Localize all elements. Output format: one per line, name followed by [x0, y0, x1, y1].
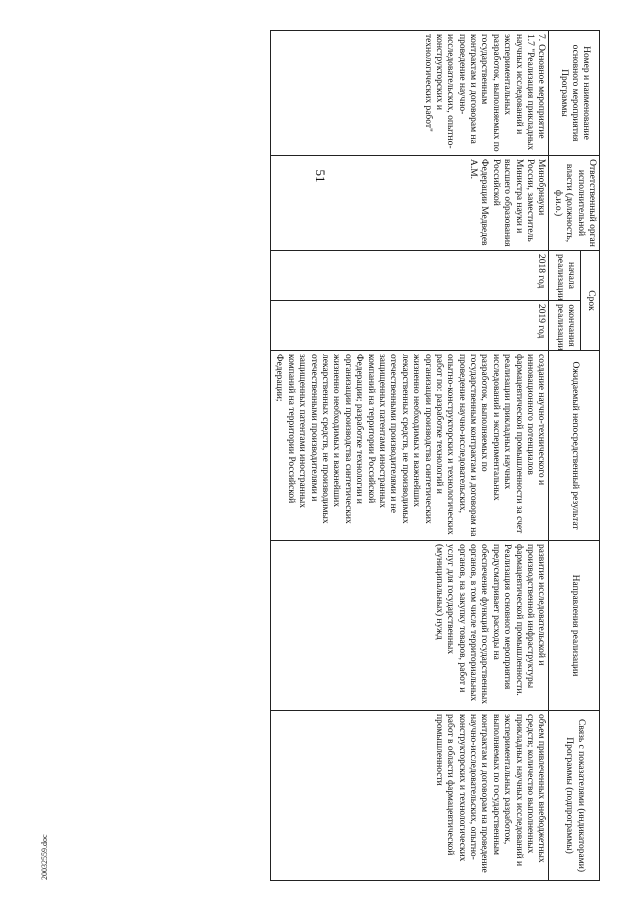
header-link: Связь с показателями (индикаторами) Программы (подпрограммы) — [549, 711, 600, 881]
page-number: 51 — [313, 169, 328, 183]
header-term-start: начала реализации — [549, 251, 581, 301]
table-row — [271, 31, 549, 881]
cell-term-start: 2018 год — [271, 251, 549, 301]
header-term-end: окончания реализации — [549, 301, 581, 351]
row-number: 7. — [536, 34, 547, 42]
header-directions: Направления реализации — [549, 541, 600, 711]
table-header-row — [581, 31, 600, 881]
program-measures-table — [270, 30, 600, 881]
cell-number-name — [271, 31, 549, 156]
rotated-page-content — [40, 30, 600, 880]
measure-name: Основное мероприятие 1.7 "Реализация прикладных научных исследований и экспериментальных разработок, выполняемых по государственным контрактам и договорам на проведение научно-исследовательских, опытно-конструкторских и технологических работ" — [422, 34, 547, 152]
header-responsible: Ответственный орган исполнительной власти (должность, ф.и.о.) — [549, 156, 600, 251]
cell-responsible: Минобрнауки России, заместитель Министра науки и высшего образования Российской Федерации Медведев А.М. — [271, 156, 549, 251]
cell-result: создание научно-технического и инновационного потенциалов фармацевтической промышленности за счет реализации прикладных научных исследований и экспериментальных разработок, выполняемых по государственным контрактам и договорам на проведение научно-исследовательских, опытно-конструкторских и технологических работ по: разработке технологий и организации производства синтетических жизненно необходимых и важнейших лекарственных средств, не производимых отечественными производителями и не защищенных патентами иностранных компаний на территории Российской Федерации; разработке технологии и организации производства синтетических жизненно необходимых и важнейших лекарственных средств, не производимых отечественными производителями и защищенных патентами иностранных компаний на территории Российской Федерации; — [271, 351, 549, 541]
header-number-name: Номер и наименование основного мероприятия Программы — [549, 31, 600, 156]
cell-link: объем привлеченных внебюджетных средств; количество выполненных прикладных научных исследований и экспериментальных разработок, выполняемых по государственным контрактам и договорам на проведение научно-исследовательских, опытно-конструкторских и технологических работ в области фармацевтической промышленности — [271, 711, 549, 881]
cell-term-end: 2019 год — [271, 301, 549, 351]
cell-directions: развитие исследовательской и производственной инфраструктуры фармацевтической промышленности. Реализация основного мероприятия предусматривает расходы на обеспечение функций государственных органов, в том числе территориальных органов, на закупку товаров, работ и услуг для государственных (муниципальных) нужд — [271, 541, 549, 711]
header-term: Срок — [581, 251, 600, 351]
footer-file-code: 20032559.doc — [40, 834, 49, 880]
header-result: Ожидаемый непосредственный результат — [549, 351, 600, 541]
